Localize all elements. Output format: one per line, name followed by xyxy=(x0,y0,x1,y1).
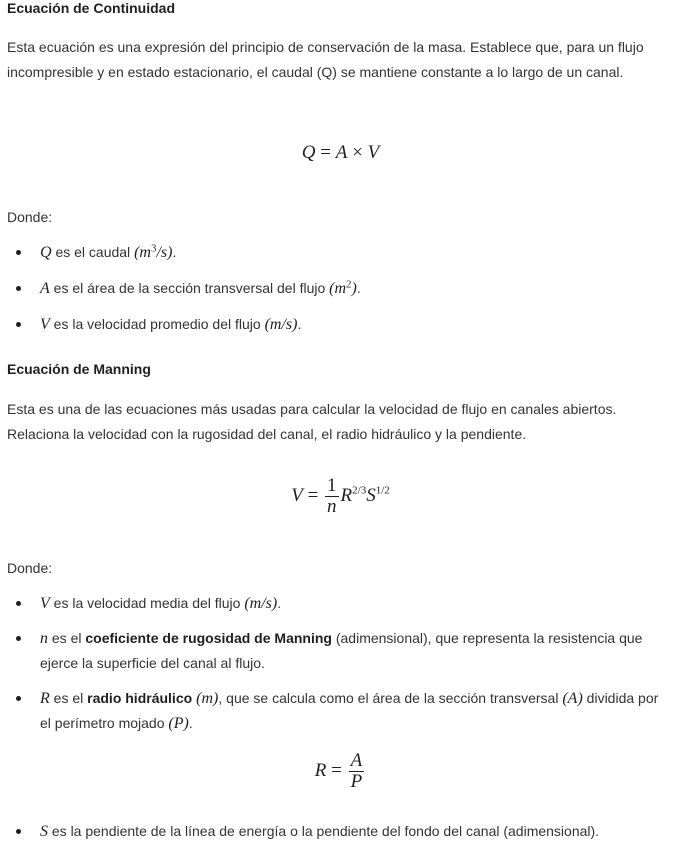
eq-times: × xyxy=(352,142,363,163)
section-title-manning: Ecuación de Manning xyxy=(7,361,151,377)
equation-radio-hidraulico xyxy=(0,751,681,792)
eq-fraction: $\frac{A}{P}$ xyxy=(350,750,363,792)
donde-label-1: Donde: xyxy=(7,209,53,225)
continuidad-intro: Esta ecuación es una expresión del principio de conservación de la masa. Establece que, para un flujo incompresible y en estado estacionario, el caudal (Q) se mantiene constante a lo largo de un canal. xyxy=(7,39,644,80)
bullet-dot xyxy=(16,250,21,255)
equation-continuidad xyxy=(0,142,681,164)
donde-label-2: Donde: xyxy=(7,560,53,576)
bullet-dot xyxy=(16,636,21,641)
eq-fraction: $\frac{1}{n}$ xyxy=(327,475,337,517)
eq-a: A xyxy=(335,142,348,163)
manning-intro: Esta es una de las ecuaciones más usadas para calcular la velocidad de flujo en canales abiertos. Relaciona la velocidad con la rugosidad del canal, el radio hidráulico y la pendiente. xyxy=(7,401,617,442)
eq-v: V xyxy=(291,484,303,506)
bullet-dot xyxy=(16,696,21,701)
eq-equals: = xyxy=(307,484,319,506)
bullet-dot xyxy=(16,322,21,327)
eq-r: R xyxy=(314,759,327,781)
eq-equals: = xyxy=(320,142,331,163)
bullet-dot xyxy=(16,829,21,834)
bullet-dot xyxy=(16,601,21,606)
eq-v: V xyxy=(367,142,380,163)
eq-q: Q xyxy=(301,142,316,163)
equation-manning: V = $\frac{1}{n}$ $R^{2/3}S^{1/2}$ xyxy=(291,475,390,517)
eq-equals: = xyxy=(331,759,342,781)
section-title-continuidad: Ecuación de Continuidad xyxy=(7,0,176,16)
bullet-dot xyxy=(16,286,21,291)
